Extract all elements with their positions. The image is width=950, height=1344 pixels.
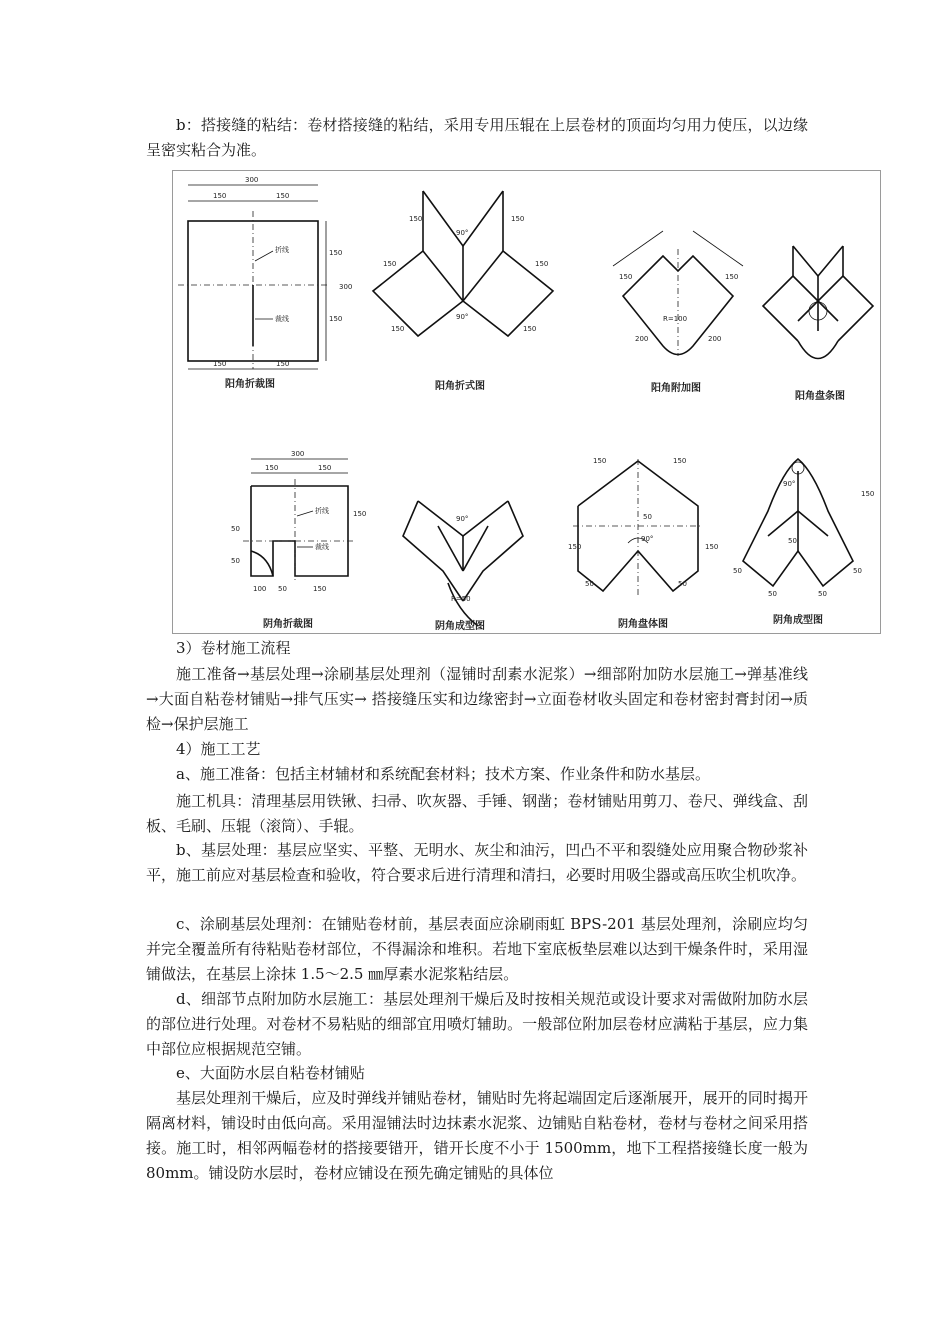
inner-corner-formed-diagram-2 — [733, 459, 874, 626]
svg-text:50: 50 — [231, 525, 240, 533]
svg-text:150: 150 — [523, 325, 537, 333]
paragraph-d-detail: d、细部节点附加防水层施工：基层处理剂干燥后及时按相关规范或设计要求对需做附加防水层的部位进行处理。对卷材不易粘贴的细部宜用喷灯辅助。一般部位附加层卷材应满粘于基层，应力集中部位应根据规范空铺。 — [146, 990, 808, 1058]
svg-text:150: 150 — [329, 249, 343, 257]
svg-text:阴角盘体图: 阴角盘体图 — [618, 619, 668, 630]
svg-text:50: 50 — [768, 590, 777, 598]
svg-text:90°: 90° — [456, 515, 469, 523]
svg-text:150: 150 — [511, 215, 525, 223]
svg-text:150: 150 — [383, 260, 397, 268]
svg-text:150: 150 — [265, 464, 279, 472]
svg-text:150: 150 — [409, 215, 423, 223]
paragraph-b-overlap: b：搭接缝的粘结：卷材搭接缝的粘结，采用专用压辊在上层卷材的顶面均匀用力使压，以边缘呈密实粘合为准。 — [146, 116, 808, 159]
svg-text:50: 50 — [278, 585, 287, 593]
svg-text:50: 50 — [788, 537, 797, 545]
svg-text:阴角成型图: 阴角成型图 — [773, 615, 823, 626]
svg-text:200: 200 — [635, 335, 649, 343]
svg-text:90°: 90° — [456, 229, 469, 237]
svg-text:阳角盘条图: 阳角盘条图 — [795, 391, 845, 402]
svg-text:150: 150 — [329, 315, 343, 323]
svg-text:90°: 90° — [641, 535, 654, 543]
corner-detail-figure — [172, 170, 881, 634]
svg-text:300: 300 — [245, 176, 259, 184]
svg-text:150: 150 — [535, 260, 549, 268]
inner-corner-body-diagram — [568, 457, 718, 630]
section-e-heading: e、大面防水层自粘卷材铺贴 — [176, 1064, 365, 1082]
svg-text:折线: 折线 — [315, 507, 329, 515]
svg-text:折线: 折线 — [275, 246, 289, 254]
svg-text:R=50: R=50 — [451, 595, 471, 603]
svg-text:50: 50 — [231, 557, 240, 565]
svg-text:阳角附加图: 阳角附加图 — [651, 383, 701, 394]
svg-text:150: 150 — [593, 457, 607, 465]
svg-text:150: 150 — [313, 585, 327, 593]
svg-text:150: 150 — [861, 490, 875, 498]
paragraph-e-body: 基层处理剂干燥后，应及时弹线并铺贴卷材，铺贴时先将起端固定后逐渐展开，展开的同时揭开隔离材料，铺设时由低向高。采用湿铺法时边抹素水泥浆、边铺贴自粘卷材，卷材与卷材之间采用搭接。施工时，相邻两幅卷材的搭接要错开，错开长度不小于 1500mm，地下工程搭接缝长度一般为 80mm。铺设防水层时，卷材应铺设在预先确定铺贴的具体位 — [146, 1089, 808, 1182]
svg-text:150: 150 — [568, 543, 582, 551]
svg-text:150: 150 — [276, 360, 290, 368]
paragraph-a-preparation: a、施工准备：包括主材辅材和系统配套材料；技术方案、作业条件和防水基层。 — [176, 765, 710, 783]
outer-corner-fold-diagram — [373, 191, 553, 392]
svg-text:150: 150 — [725, 273, 739, 281]
svg-text:50: 50 — [853, 567, 862, 575]
svg-text:150: 150 — [391, 325, 405, 333]
svg-text:50: 50 — [678, 580, 687, 588]
svg-text:150: 150 — [276, 192, 290, 200]
paragraph-tools: 施工机具：清理基层用铁锹、扫帚、吹灰器、手锤、钢凿；卷材铺贴用剪刀、卷尺、弹线盒、刮板、毛刷、压辊（滚筒）、手辊。 — [146, 792, 808, 835]
svg-text:150: 150 — [353, 510, 367, 518]
svg-text:50: 50 — [818, 590, 827, 598]
svg-text:裁线: 裁线 — [315, 543, 329, 551]
section-4-heading: 4）施工工艺 — [176, 740, 261, 758]
paragraph-construction-flow: 施工准备→基层处理→涂刷基层处理剂（湿铺时刮素水泥浆）→细部附加防水层施工→弹基准线→大面自粘卷材铺贴→排气压实→ 搭接缝压实和边缘密封→立面卷材收头固定和卷材密封膏封闭→质检→保护层施工 — [146, 665, 808, 733]
svg-text:90°: 90° — [456, 313, 469, 321]
svg-text:150: 150 — [318, 464, 332, 472]
svg-text:90°: 90° — [783, 480, 796, 488]
paragraph-c-primer: c、涂刷基层处理剂：在铺贴卷材前，基层表面应涂刷雨虹 BPS-201 基层处理剂，涂刷应均匀并完全覆盖所有待粘贴卷材部位，不得漏涂和堆积。若地下室底板垫层难以达到干燥条件时，采用湿铺做法，在基层上涂抹 1.5～2.5 ㎜厚素水泥浆粘结层。 — [146, 915, 808, 983]
svg-text:50: 50 — [643, 513, 652, 521]
inner-corner-cutting-diagram — [231, 450, 366, 630]
svg-text:150: 150 — [705, 543, 719, 551]
svg-text:阳角折裁图: 阳角折裁图 — [225, 379, 275, 390]
inner-corner-formed-diagram — [403, 501, 523, 632]
svg-text:50: 50 — [733, 567, 742, 575]
svg-text:阴角折裁图: 阴角折裁图 — [263, 619, 313, 630]
svg-text:150: 150 — [213, 192, 227, 200]
paragraph-b-base-treatment: b、基层处理：基层应坚实、平整、无明水、灰尘和油污，凹凸不平和裂缝处应用聚合物砂浆补平，施工前应对基层检查和验收，符合要求后进行清理和清扫，必要时用吸尘器或高压吹尘机吹净。 — [146, 841, 808, 884]
svg-text:阴角成型图: 阴角成型图 — [435, 621, 485, 632]
svg-text:200: 200 — [708, 335, 722, 343]
svg-text:150: 150 — [619, 273, 633, 281]
svg-text:150: 150 — [213, 360, 227, 368]
svg-text:150: 150 — [673, 457, 687, 465]
svg-text:R=100: R=100 — [663, 315, 688, 323]
section-3-heading: 3）卷材施工流程 — [176, 639, 291, 657]
outer-corner-strip-diagram — [763, 246, 873, 402]
svg-text:裁线: 裁线 — [275, 315, 289, 323]
outer-corner-additional-diagram — [613, 231, 743, 394]
svg-text:50: 50 — [585, 580, 594, 588]
svg-text:300: 300 — [291, 450, 305, 458]
outer-corner-cutting-diagram — [178, 176, 352, 390]
svg-text:阳角折式图: 阳角折式图 — [435, 381, 485, 392]
svg-text:100: 100 — [253, 585, 267, 593]
svg-text:300: 300 — [339, 283, 353, 291]
